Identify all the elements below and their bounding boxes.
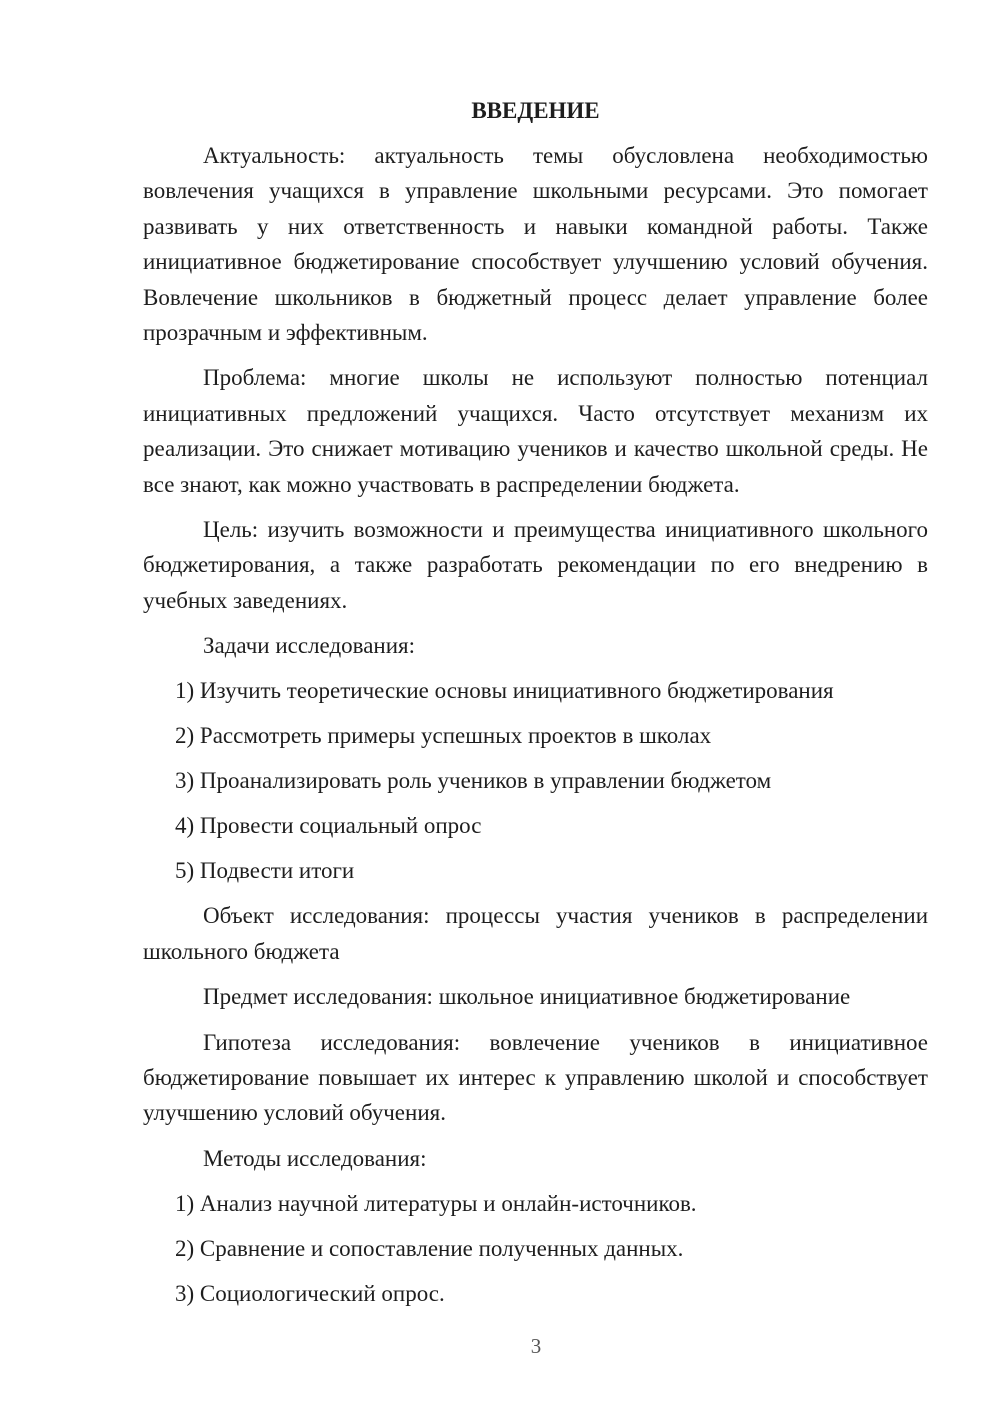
object-paragraph: Объект исследования: процессы участия учеников в распределении школьного бюджета — [143, 903, 928, 964]
list-item: 3) Социологический опрос. — [175, 1280, 445, 1306]
list-item: 1) Изучить теоретические основы инициативного бюджетирования — [175, 678, 834, 704]
tasks-heading: Задачи исследования: — [203, 633, 416, 659]
tasks-list — [143, 673, 928, 888]
list-item: 2) Рассмотреть примеры успешных проектов в школах — [175, 723, 712, 749]
methods-heading: Методы исследования: — [203, 1145, 427, 1171]
goal-paragraph: Цель: изучить возможности и преимущества инициативного школьного бюджетирования, а также разработать рекомендации по его внедрению в учебных заведениях. — [143, 517, 928, 613]
page-number: 3 — [530, 1334, 542, 1358]
relevance-paragraph: Актуальность: актуальность темы обусловлена необходимостью вовлечения учащихся в управление школьными ресурсами. Это помогает развивать у них ответственность и навыки командной работы. Также инициативное бюджетирование способствует улучшению условий обучения. Вовлечение школьников в бюджетный процесс делает управление более прозрачным и эффективным. — [143, 143, 928, 346]
list-item: 1) Анализ научной литературы и онлайн-источников. — [175, 1190, 697, 1216]
list-item: 5) Подвести итоги — [175, 858, 355, 884]
page-title: ВВЕДЕНИЕ — [471, 98, 600, 123]
subject-paragraph: Предмет исследования: школьное инициативное бюджетирование — [203, 984, 851, 1010]
list-item: 3) Проанализировать роль учеников в управлении бюджетом — [175, 768, 772, 794]
hypothesis-paragraph: Гипотеза исследования: вовлечение учеников в инициативное бюджетирование повышает их интерес к управлению школой и способствует улучшению условий обучения. — [143, 1029, 928, 1126]
list-item: 4) Провести социальный опрос — [175, 813, 482, 839]
document-page — [143, 96, 928, 1321]
list-item: 2) Сравнение и сопоставление полученных данных. — [175, 1235, 684, 1261]
methods-list — [143, 1186, 928, 1311]
problem-paragraph: Проблема: многие школы не используют полностью потенциал инициативных предложений учащихся. Часто отсутствует механизм их реализации. Это снижает мотивацию учеников и качество школьной среды. Не все знают, как можно участвовать в распределении бюджета. — [143, 365, 928, 497]
